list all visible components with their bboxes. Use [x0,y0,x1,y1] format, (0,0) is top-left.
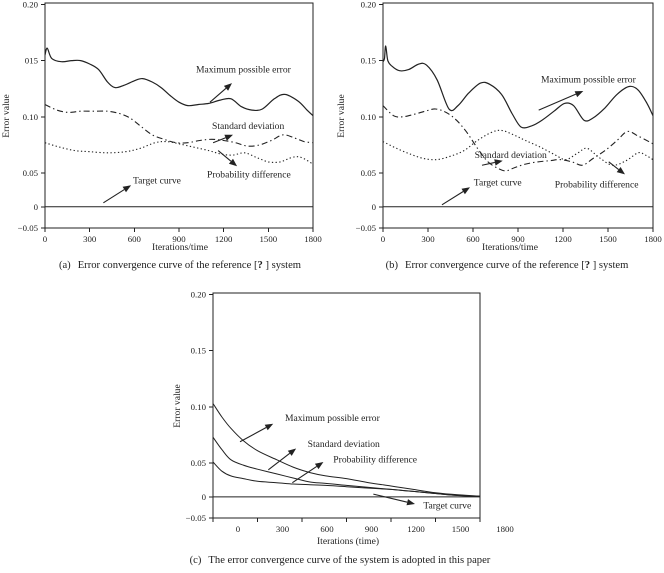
chart-c-annotation-maximum-possible-error-label: Maximum possible error [284,413,380,425]
chart-a-annotation-probability-difference-arrow-line [218,151,231,162]
chart-a-series-probability-difference [45,142,313,165]
caption-b-tail: ] system [590,260,629,271]
chart-b-x-tick-label: 300 [421,234,435,244]
caption-c-label: (c) [189,555,202,566]
chart-a [1,0,322,253]
chart-b-annotation-probability-difference-arrow-line [609,162,619,170]
chart-b-x-tick-label: 600 [466,234,480,244]
caption-c-text: The error convergence curve of the system is adopted in this paper [208,555,491,566]
chart-c-x-tick-label: 1200 [407,524,425,534]
chart-b-series-maximum-possible-error [383,46,653,128]
chart-c-x-tick-label: 1500 [451,524,470,534]
chart-a-annotation-target-curve-arrow-line [103,190,124,203]
chart-a-y-tick-label: 0.20 [22,0,38,10]
caption-a-label: (a) [58,260,71,271]
chart-a-x-tick-label: 0 [42,234,48,244]
chart-a-x-tick-label: 300 [83,234,97,244]
chart-a-x-axis-label: Iterations/time [152,242,208,253]
chart-c-annotation-standard-deviation-arrowhead [288,449,296,456]
chart-c-y-tick-label: 0.10 [190,401,206,412]
chart-a-series-maximum-possible-error [45,48,313,116]
chart-b-y-tick-label: 0.15 [360,55,376,66]
chart-c-annotation-maximum-possible-error-arrowhead [265,424,274,431]
chart-b-plot-box [383,3,653,228]
chart-c-annotation-target-curve-label: Target curve [423,500,472,512]
caption-b-citation: ? [584,260,591,271]
chart-c-x-tick-label: 300 [275,524,290,534]
chart-b-x-tick-label: 900 [511,234,525,244]
chart-a-annotation-probability-difference-label: Probability difference [206,169,291,181]
chart-b-annotation-target-curve-arrow-line [442,192,463,205]
caption-chart-b [342,259,664,272]
chart-c-x-tick-label: 1800 [496,524,514,534]
chart-c-y-tick-label: 0.15 [190,345,206,356]
chart-a-x-tick-label: 1800 [304,234,322,244]
chart-c-x-tick-label: 900 [364,524,379,534]
chart-a-annotation-standard-deviation-label: Standard deviation [212,120,285,132]
chart-b-y-tick-label: −0.05 [355,223,376,233]
chart-c-annotation-standard-deviation-label: Standard deviation [307,438,380,450]
chart-a-x-tick-label: 600 [127,234,141,244]
chart-a-annotation-standard-deviation-arrowhead [224,135,233,141]
chart-a-y-tick-label: 0 [33,201,38,212]
chart-c-y-tick-label: 0 [201,491,206,502]
chart-b-y-tick-label: 0 [371,201,376,212]
chart-c-annotation-target-curve-arrow-line [373,494,407,502]
chart-b-annotation-standard-deviation-label: Standard deviation [474,150,547,162]
chart-b-x-tick-label: 1800 [644,234,662,244]
chart-a-annotation-target-curve-arrowhead [123,185,132,192]
chart-c-y-tick-label: 0.20 [190,289,206,300]
chart-a-annotation-target-curve-label: Target curve [132,175,181,187]
caption-a-tail: ] system [262,260,302,271]
chart-b [336,0,662,253]
chart-c-x-tick-label: 600 [320,524,334,534]
caption-chart-a [0,259,360,272]
chart-c-annotation-maximum-possible-error-arrow-line [240,428,266,442]
chart-c-y-tick-label: −0.05 [185,513,206,523]
chart-b-annotation-target-curve-label: Target curve [473,177,522,189]
chart-c-x-axis-label: Iterations (time) [316,536,380,547]
caption-a-text: Error convergence curve of the reference [ [77,260,258,271]
caption-a-citation: ? [257,260,263,271]
chart-a-x-tick-label: 900 [172,234,186,244]
chart-b-y-tick-label: 0.10 [360,111,376,122]
chart-c-annotation-target-curve-arrowhead [407,499,416,505]
caption-b-label: (b) [385,260,398,271]
chart-b-y-tick-label: 0.05 [360,168,376,179]
caption-b-text: Error convergence curve of the reference [ [405,260,585,271]
chart-a-x-tick-label: 1500 [259,234,278,244]
chart-c-y-axis-label: Error value [172,384,183,428]
chart-b-y-axis-label: Error value [336,94,347,138]
chart-b-annotation-probability-difference-label: Probability difference [554,179,639,191]
chart-b-y-tick-label: 0.20 [360,0,376,10]
chart-b-x-tick-label: 0 [380,234,386,244]
chart-b-annotation-probability-difference-arrowhead [617,167,625,174]
chart-c [172,289,514,547]
chart-c-annotation-standard-deviation-arrow-line [268,453,289,469]
chart-a-annotation-maximum-possible-error-label: Maximum possible error [195,64,291,76]
caption-chart-c [8,554,664,567]
chart-b-annotation-maximum-possible-error-arrowhead [575,91,584,97]
chart-b-annotation-maximum-possible-error-label: Maximum possible error [540,74,636,86]
chart-c-y-tick-label: 0.05 [190,458,206,469]
chart-a-x-tick-label: 1200 [214,234,233,244]
chart-a-y-tick-label: 0.10 [22,111,38,122]
chart-a-y-tick-label: −0.05 [17,223,38,233]
chart-c-annotation-probability-difference-arrow-line [292,466,316,482]
chart-a-plot-box [45,3,313,228]
chart-b-annotation-target-curve-arrowhead [462,187,471,194]
chart-a-y-tick-label: 015 [24,55,38,66]
chart-b-x-tick-label: 1500 [599,234,617,244]
chart-c-annotation-probability-difference-label: Probability difference [333,454,418,466]
chart-a-y-axis-label: Error value [1,94,12,138]
chart-b-x-axis-label: Iterations/time [482,242,538,253]
chart-c-annotation-probability-difference-arrowhead [315,462,324,469]
chart-c-x-tick-label: 0 [235,524,241,534]
chart-a-y-tick-label: 0.05 [22,168,38,179]
chart-b-x-tick-label: 1200 [554,234,572,244]
chart-c-plot-box [213,293,480,518]
